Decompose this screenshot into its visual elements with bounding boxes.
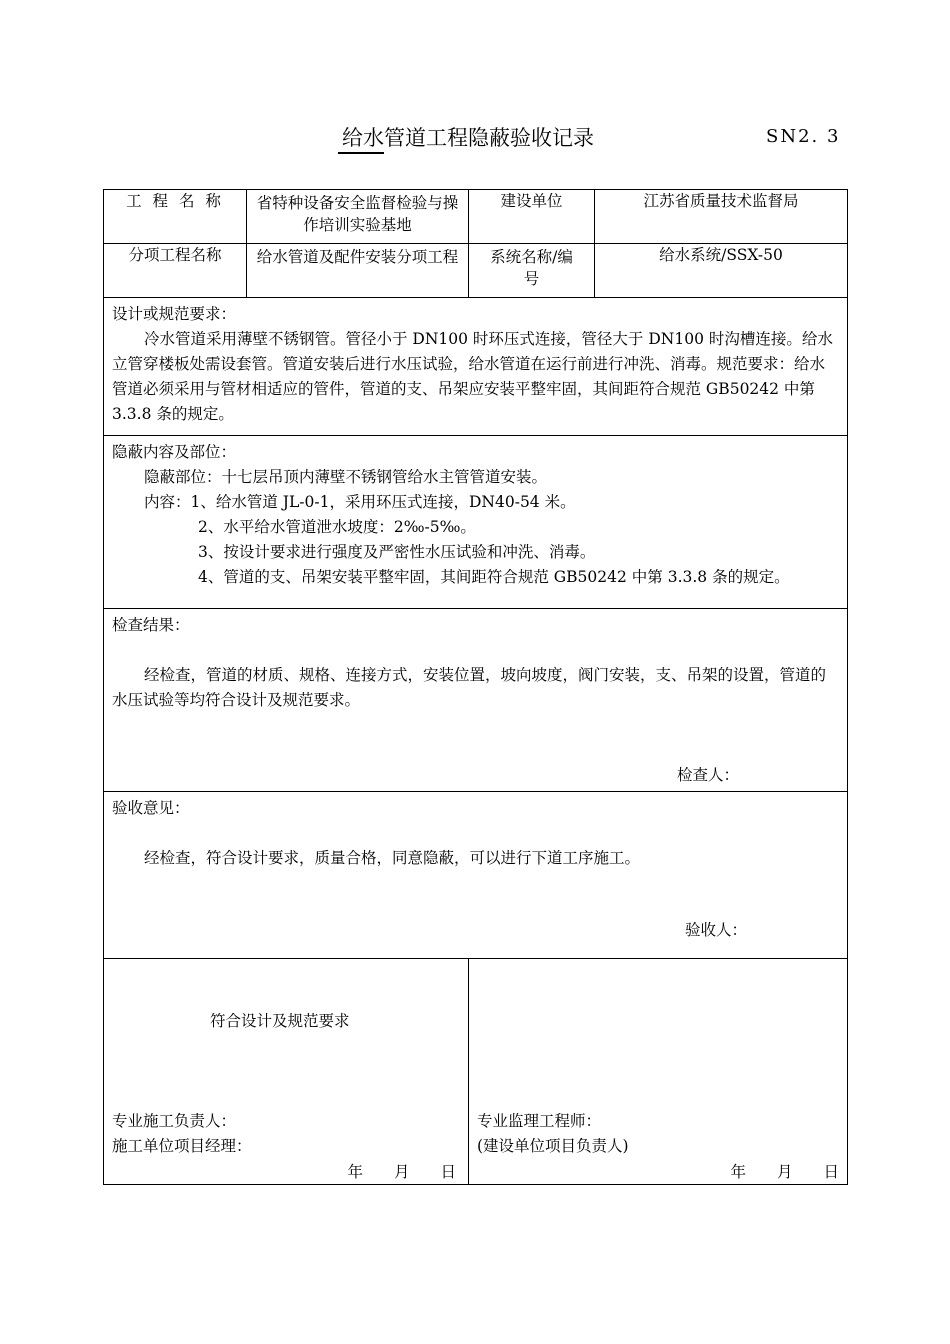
project-row	[104, 190, 848, 244]
design-row	[104, 298, 848, 436]
design-label: 设计或规范要求：	[112, 305, 237, 323]
design-section	[104, 298, 848, 436]
page-title: 给水管道工程隐蔽验收记录	[342, 126, 594, 150]
inspection-text: 经检查，管道的材质、规格、连接方式，安装位置，坡向坡度，阀门安装，支、吊架的设置，管道的水压试验等均符合设计及规范要求。	[112, 666, 827, 709]
concealed-location: 隐蔽部位：十七层吊顶内薄壁不锈钢管给水主管管道安装。	[144, 468, 548, 486]
concealed-content-1: 内容：1、给水管道 JL-0-1，采用环压式连接，DN40-54 米。	[144, 493, 576, 511]
inspector-label: 检查人：	[676, 766, 739, 784]
inspection-label: 检查结果：	[112, 616, 190, 634]
concealed-section	[104, 436, 848, 609]
form-code: SN2. 3	[766, 126, 841, 147]
system-value: 给水系统/SSX-50	[595, 244, 848, 298]
supervisor-signature-cell	[469, 959, 848, 1185]
concealed-label: 隐蔽内容及部位：	[112, 443, 237, 461]
construction-unit-label: 建设单位	[469, 190, 595, 244]
supervisor-label: 专业监理工程师：	[477, 1112, 602, 1130]
inspection-row	[104, 609, 848, 792]
design-text: 冷水管道采用薄壁不锈钢管。管径小于 DN100 时环压式连接，管径大于 DN100 时沟槽连接。给水立管穿楼板处需设套管。管道安装后进行水压试验，给水管道在运行前进行冲洗、消毒。规范要求：给水管道必须采用与管材相适应的管件，管道的支、吊架应安装平整牢固，其间距符合规范 GB50242 中第 3.3.8 条的规定。	[112, 330, 833, 423]
concealed-row	[104, 436, 848, 609]
concealed-content-4: 4、管道的支、吊架安装平整牢固，其间距符合规范 GB50242 中第 3.3.8 条的规定。	[198, 568, 790, 586]
sub-project-row	[104, 244, 848, 298]
signature-row	[104, 959, 848, 1185]
owner-lead-label: (建设单位项目负责人)	[477, 1137, 629, 1155]
project-name-label: 工 程 名 称	[104, 190, 247, 244]
acceptance-form-table	[103, 189, 848, 1185]
concealed-content-3: 3、按设计要求进行强度及严密性水压试验和冲洗、消毒。	[198, 543, 596, 561]
contractor-manager-label: 施工单位项目经理：	[112, 1137, 252, 1155]
inspection-section	[104, 609, 848, 792]
concealed-content-2: 2、水平给水管道泄水坡度：2‰-5‰。	[198, 518, 476, 536]
acceptance-row	[104, 792, 848, 959]
acceptance-section	[104, 792, 848, 959]
contractor-lead-label: 专业施工负责人：	[112, 1112, 237, 1130]
sub-project-value: 给水管道及配件安装分项工程	[247, 244, 469, 298]
acceptance-label: 验收意见：	[112, 799, 190, 817]
acceptor-label: 验收人：	[684, 921, 747, 939]
sub-project-label: 分项工程名称	[104, 244, 247, 298]
title-underline	[338, 152, 384, 154]
conclusion-text: 符合设计及规范要求	[210, 1012, 350, 1030]
supervisor-date: 年 月 日	[730, 1163, 839, 1181]
acceptance-text: 经检查，符合设计要求，质量合格，同意隐蔽，可以进行下道工序施工。	[144, 849, 641, 867]
contractor-date: 年 月 日	[347, 1163, 456, 1181]
contractor-signature-cell	[104, 959, 469, 1185]
system-label: 系统名称/编号	[469, 244, 595, 298]
project-name-value: 省特种设备安全监督检验与操作培训实验基地	[247, 190, 469, 244]
construction-unit-value: 江苏省质量技术监督局	[595, 190, 848, 244]
